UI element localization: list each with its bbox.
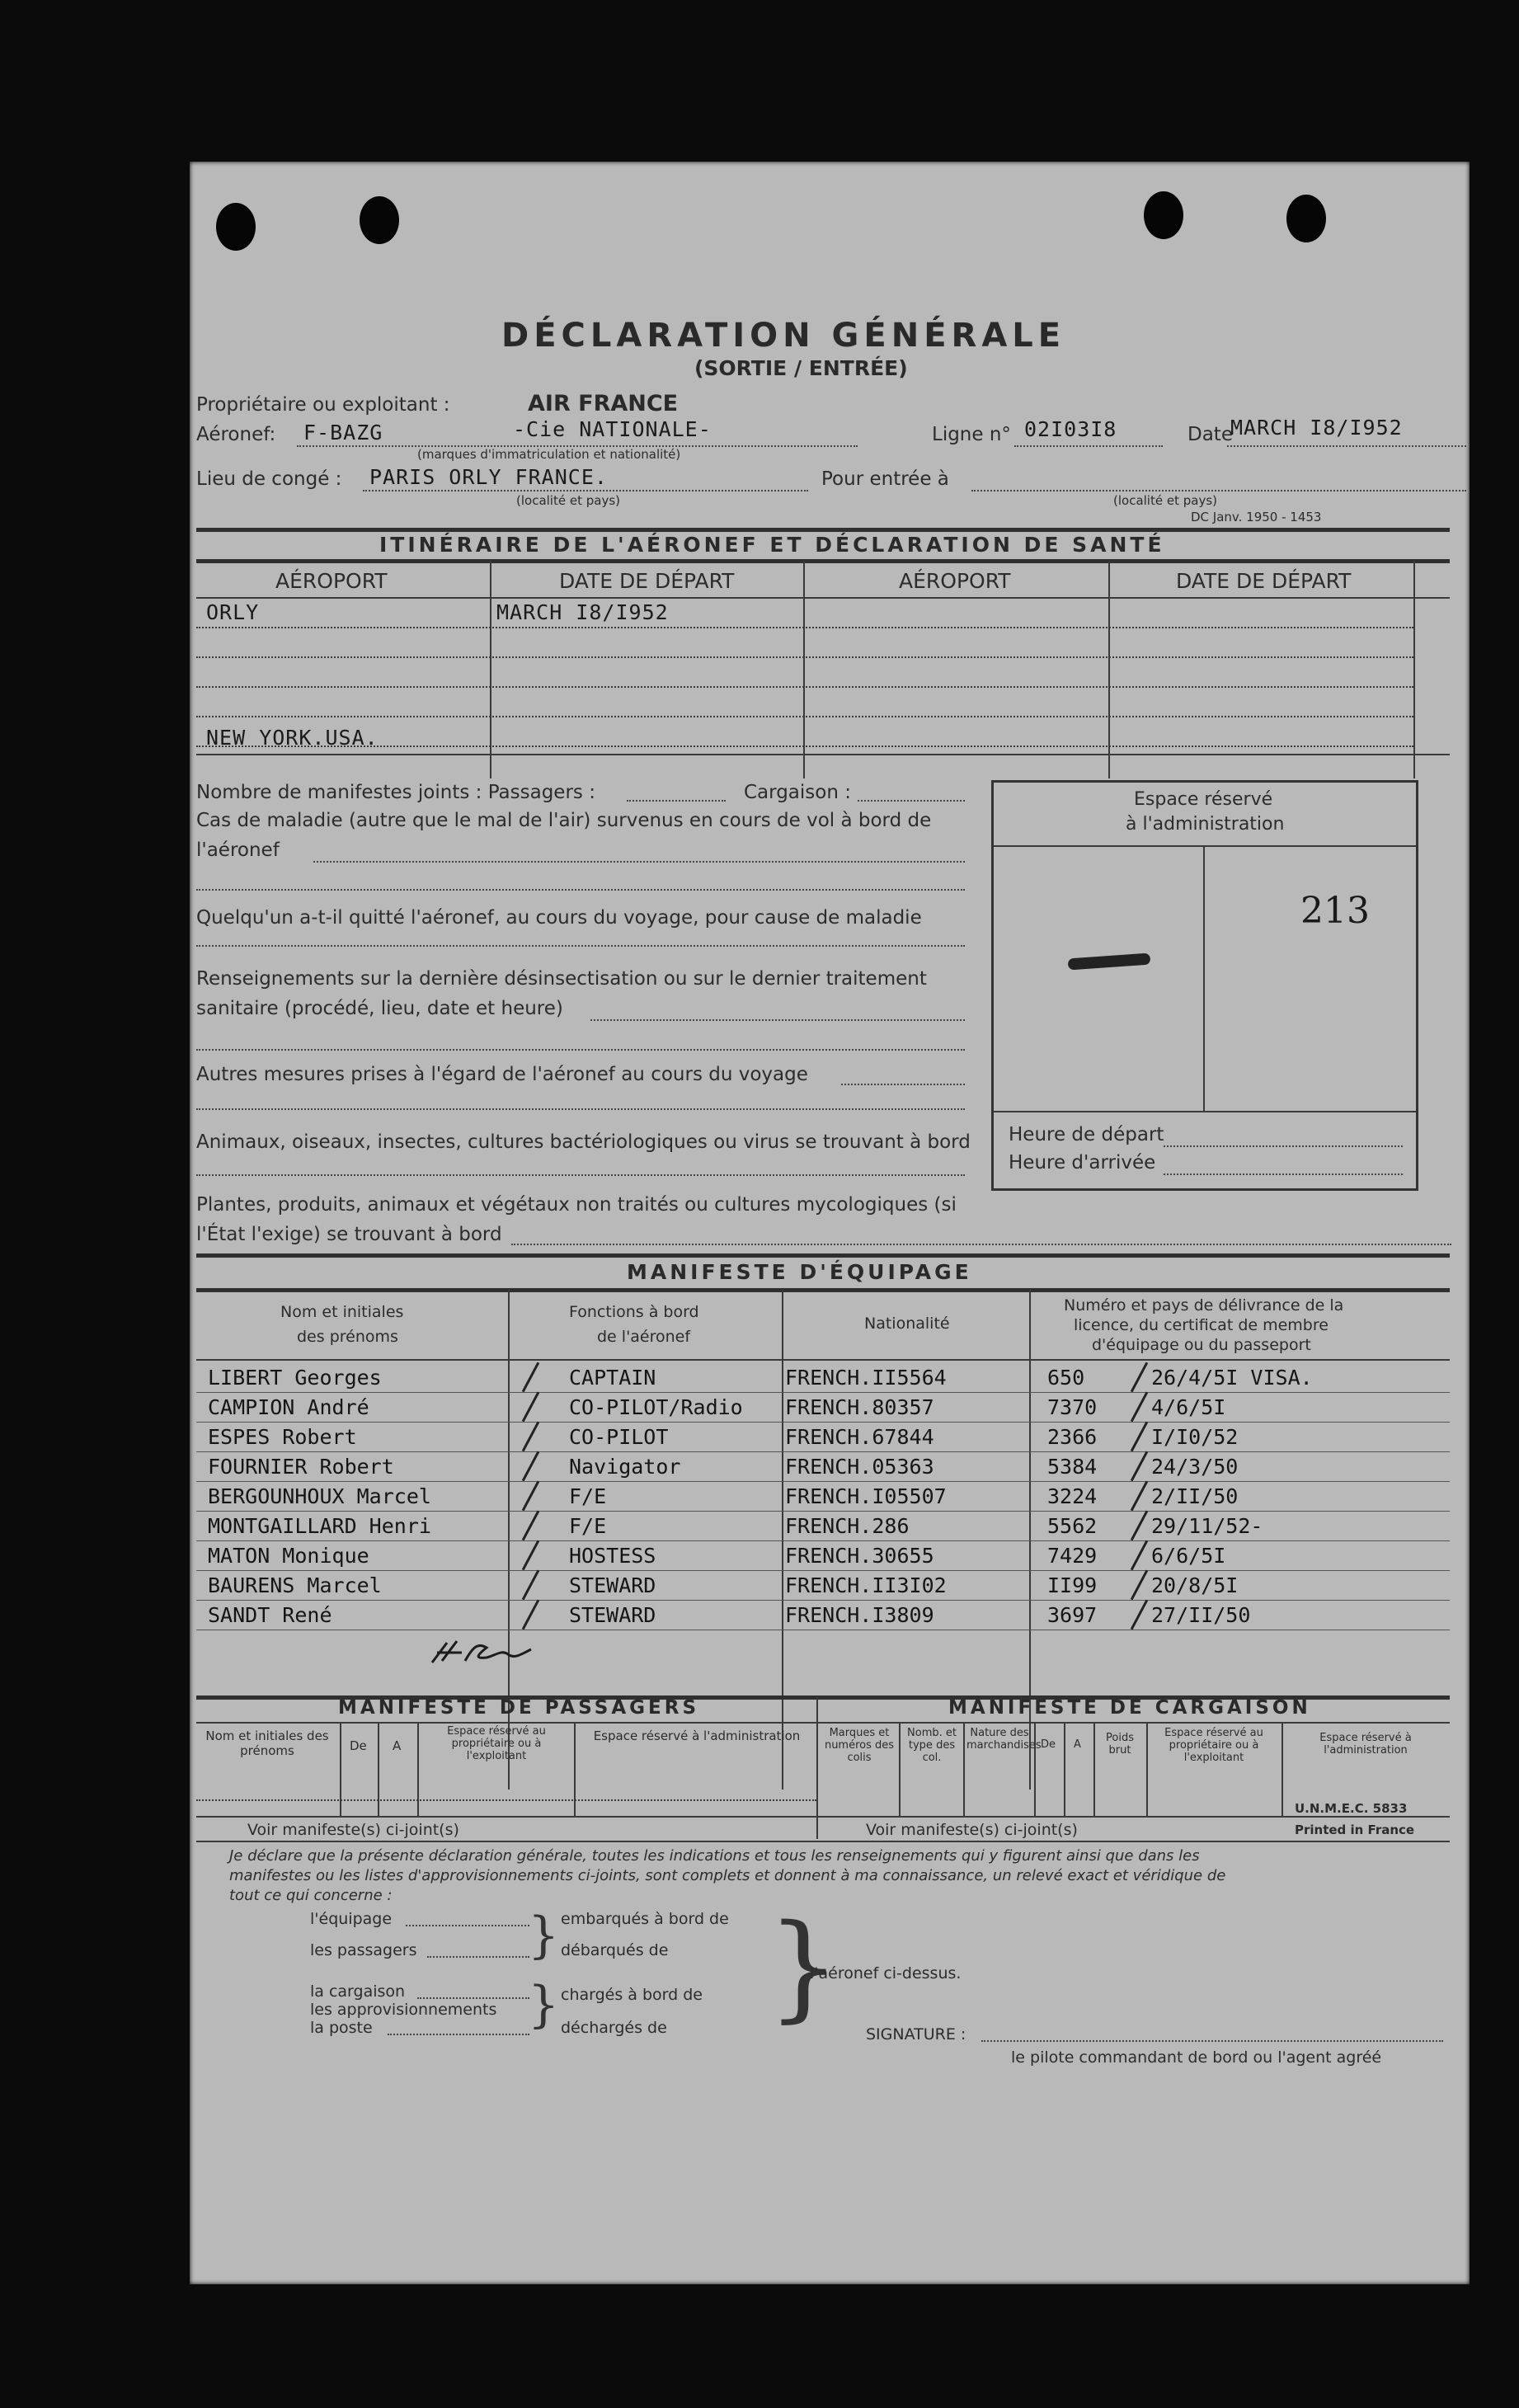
- cargo-header-marks: Marques et numéros des colis: [824, 1727, 895, 1764]
- crew-licence-date: 29/11/52-: [1151, 1514, 1263, 1538]
- crew-function: STEWARD: [569, 1573, 656, 1597]
- crew-name: MONTGAILLARD Henri: [208, 1514, 431, 1538]
- health-q1: Nombre de manifestes joints : Passagers :: [196, 782, 595, 803]
- declaration-text-3: tout ce qui concerne :: [229, 1887, 393, 1904]
- arrival-time-label: Heure d'arrivée: [1009, 1152, 1156, 1173]
- line-label: Ligne n°: [932, 424, 1011, 445]
- health-q4: Renseignements sur la dernière désinsectisation ou sur le dernier traitement: [196, 968, 927, 990]
- crew-licence-number: 2366: [1047, 1425, 1098, 1449]
- aircraft-company: -Cie NATIONALE-: [513, 417, 712, 441]
- crew-licence-number: II99: [1047, 1573, 1098, 1597]
- crew-name: BAURENS Marcel: [208, 1573, 382, 1597]
- departure-time-label: Heure de départ: [1009, 1124, 1164, 1145]
- health-q6: Animaux, oiseaux, insectes, cultures bactériologiques ou virus se trouvant à bord: [196, 1131, 971, 1153]
- declaration-embarked: embarqués à bord de: [561, 1910, 729, 1928]
- crew-row: [196, 1394, 1450, 1423]
- crew-name: LIBERT Georges: [208, 1366, 382, 1390]
- crew-licence-date: 4/6/5I: [1151, 1395, 1226, 1419]
- pen-stroke: [522, 1362, 539, 1393]
- pen-stroke: [1131, 1600, 1148, 1630]
- entry-locality-note: (localité et pays): [1113, 493, 1217, 508]
- pen-stroke: [1131, 1451, 1148, 1482]
- health-q7: Plantes, produits, animaux et végétaux non traités ou cultures mycologiques (si: [196, 1194, 957, 1216]
- pen-stroke: [1131, 1362, 1148, 1393]
- crew-licence-date: 27/II/50: [1151, 1603, 1251, 1627]
- crew-header-func-2: de l'aéronef: [597, 1328, 691, 1346]
- crew-licence-number: 650: [1047, 1366, 1085, 1390]
- pen-stroke: [522, 1540, 539, 1571]
- declaration-mail: la poste: [310, 2019, 373, 2037]
- crew-row: [196, 1572, 1450, 1601]
- health-q4b: sanitaire (procédé, lieu, date et heure): [196, 998, 563, 1019]
- crew-licence-number: 7370: [1047, 1395, 1098, 1419]
- crew-licence-number: 5384: [1047, 1455, 1098, 1479]
- punch-hole: [1144, 191, 1183, 239]
- form-reference: U.N.M.E.C. 5833: [1295, 1801, 1408, 1816]
- form-subtitle: (SORTIE / ENTRÉE): [694, 356, 908, 380]
- entry-label: Pour entrée à: [821, 468, 949, 490]
- health-q5: Autres mesures prises à l'égard de l'aéronef au cours du voyage: [196, 1064, 808, 1085]
- row-divider: [196, 1540, 1450, 1541]
- crew-header-licence-3: d'équipage ou du passeport: [1092, 1336, 1311, 1354]
- pen-stroke: [522, 1511, 539, 1541]
- health-q7b: l'État l'exige) se trouvant à bord: [196, 1224, 502, 1245]
- form-date: MARCH I8/I952: [1230, 416, 1403, 440]
- printed-in-france: Printed in France: [1295, 1822, 1415, 1837]
- departure-place: PARIS ORLY FRANCE.: [369, 465, 608, 489]
- crew-row: [196, 1512, 1450, 1542]
- itinerary-airport-newyork: NEW YORK.USA.: [206, 726, 379, 750]
- crew-nationality: FRENCH.286: [785, 1514, 910, 1538]
- itinerary-airport-orly: ORLY: [206, 600, 260, 624]
- declaration-unloaded: déchargés de: [561, 2019, 667, 2037]
- dc-note: DC Janv. 1950 - 1453: [1191, 510, 1322, 524]
- pen-stroke: [522, 1422, 539, 1452]
- crew-header-nationality: Nationalité: [864, 1315, 950, 1333]
- brace-left-2: }: [528, 1976, 560, 2034]
- punch-hole: [360, 196, 399, 244]
- declaration-aircraft: l'aéronef ci-dessus.: [810, 1964, 962, 1982]
- owner-label: Propriétaire ou exploitant :: [196, 394, 450, 416]
- crew-name: MATON Monique: [208, 1544, 369, 1568]
- pen-stroke: [1131, 1570, 1148, 1601]
- crew-function: CAPTAIN: [569, 1366, 656, 1390]
- cargo-header-owner: Espace réservé au propriétaire ou à l'exploitant: [1164, 1727, 1263, 1764]
- crew-licence-number: 7429: [1047, 1544, 1098, 1568]
- passenger-manifest-title: MANIFESTE DE PASSAGERS: [338, 1697, 700, 1719]
- crew-licence-number: 5562: [1047, 1514, 1098, 1538]
- itinerary-header-date-2: DATE DE DÉPART: [1176, 569, 1352, 593]
- crew-nationality: FRENCH.30655: [785, 1544, 934, 1568]
- cargo-header-to: A: [1074, 1738, 1081, 1751]
- crew-nationality: FRENCH.I3809: [785, 1603, 934, 1627]
- crew-licence-date: I/I0/52: [1151, 1425, 1239, 1449]
- crew-nationality: FRENCH.II5564: [785, 1366, 947, 1390]
- admin-box-title-2: à l'administration: [1126, 814, 1285, 835]
- cargo-header-admin: Espace réservé à l'administration: [1319, 1732, 1412, 1757]
- itinerary-title: ITINÉRAIRE DE L'AÉRONEF ET DÉCLARATION DE SANTÉ: [379, 533, 1165, 557]
- cargo-header-nature: Nature des marchandises: [966, 1727, 1042, 1752]
- health-q1-cargo: Cargaison :: [744, 782, 851, 803]
- ink-scribble: [1068, 953, 1151, 971]
- pen-stroke: [1131, 1511, 1148, 1541]
- crew-row: [196, 1542, 1450, 1572]
- crew-nationality: FRENCH.67844: [785, 1425, 934, 1449]
- crew-function: F/E: [569, 1484, 607, 1508]
- passenger-see-manifest: Voir manifeste(s) ci-joint(s): [247, 1821, 459, 1839]
- pen-stroke: [522, 1451, 539, 1482]
- itinerary-header-date-1: DATE DE DÉPART: [559, 569, 735, 593]
- aircraft-label: Aéronef:: [196, 424, 276, 445]
- declaration-supplies: les approvisionnements: [310, 2001, 497, 2019]
- pen-stroke: [1131, 1422, 1148, 1452]
- handwritten-initials: [429, 1638, 536, 1667]
- itinerary-header-airport-2: AÉROPORT: [899, 569, 1011, 593]
- pen-stroke: [522, 1570, 539, 1601]
- form-title: DÉCLARATION GÉNÉRALE: [501, 317, 1066, 355]
- crew-licence-date: 26/4/5I VISA.: [1151, 1366, 1313, 1390]
- crew-header-name-2: des prénoms: [297, 1328, 398, 1346]
- crew-header-name-1: Nom et initiales: [280, 1303, 404, 1321]
- declaration-form: [190, 162, 1470, 2284]
- crew-function: STEWARD: [569, 1603, 656, 1627]
- pen-stroke: [522, 1481, 539, 1512]
- crew-nationality: FRENCH.II3I02: [785, 1573, 947, 1597]
- locality-note: (localité et pays): [516, 493, 620, 508]
- declaration-cargo: la cargaison: [310, 1982, 406, 2001]
- admin-box-title-1: Espace réservé: [1134, 789, 1273, 810]
- passenger-header-to: A: [393, 1738, 402, 1753]
- crew-nationality: FRENCH.I05507: [785, 1484, 947, 1508]
- departure-place-label: Lieu de congé :: [196, 468, 342, 490]
- brace-right: }: [767, 1900, 841, 2034]
- pen-stroke: [1131, 1540, 1148, 1571]
- row-divider: [196, 1481, 1450, 1482]
- crew-name: FOURNIER Robert: [208, 1455, 394, 1479]
- cargo-header-weight: Poids brut: [1106, 1732, 1134, 1757]
- health-q2: Cas de maladie (autre que le mal de l'air) survenus en cours de vol à bord de: [196, 810, 932, 831]
- signature-line: [981, 2040, 1443, 2042]
- signature-label: SIGNATURE :: [866, 2025, 966, 2044]
- itinerary-header-airport-1: AÉROPORT: [275, 569, 388, 593]
- crew-licence-number: 3697: [1047, 1603, 1098, 1627]
- passenger-header-from: De: [350, 1738, 367, 1753]
- crew-licence-date: 20/8/5I: [1151, 1573, 1239, 1597]
- row-divider: [196, 1392, 1450, 1393]
- signatory-caption: le pilote commandant de bord ou l'agent agréé: [1011, 2048, 1382, 2067]
- crew-header-func-1: Fonctions à bord: [569, 1303, 699, 1321]
- cargo-manifest-title: MANIFESTE DE CARGAISON: [948, 1697, 1311, 1719]
- crew-licence-number: 3224: [1047, 1484, 1098, 1508]
- row-divider: [196, 1422, 1450, 1423]
- crew-function: CO-PILOT: [569, 1425, 669, 1449]
- declaration-text-2: manifestes ou les listes d'approvisionnements ci-joints, sont complets et donnent à ma connaissance, un relevé exact et véridique de: [229, 1867, 1226, 1884]
- admin-reserved-box: [991, 780, 1418, 1191]
- pen-stroke: [522, 1600, 539, 1630]
- cargo-see-manifest: Voir manifeste(s) ci-joint(s): [866, 1821, 1078, 1839]
- health-q3: Quelqu'un a-t-il quitté l'aéronef, au cours du voyage, pour cause de maladie: [196, 907, 922, 929]
- crew-header-licence-2: licence, du certificat de membre: [1074, 1316, 1329, 1334]
- crew-name: BERGOUNHOUX Marcel: [208, 1484, 431, 1508]
- declaration-passengers: les passagers: [310, 1941, 417, 1959]
- cargo-header-from: De: [1041, 1738, 1056, 1751]
- declaration-text-1: Je déclare que la présente déclaration générale, toutes les indications et tous les renseignements qui y figurent ainsi que dans les: [229, 1847, 1200, 1865]
- crew-licence-date: 24/3/50: [1151, 1455, 1239, 1479]
- declaration-disembarked: débarqués de: [561, 1941, 669, 1959]
- crew-name: ESPES Robert: [208, 1425, 357, 1449]
- crew-licence-date: 6/6/5I: [1151, 1544, 1226, 1568]
- crew-function: F/E: [569, 1514, 607, 1538]
- pen-stroke: [1131, 1481, 1148, 1512]
- crew-function: Navigator: [569, 1455, 681, 1479]
- row-divider: [196, 1570, 1450, 1571]
- row-divider: [196, 1511, 1450, 1512]
- line-number: 02I03I8: [1024, 417, 1117, 441]
- crew-function: HOSTESS: [569, 1544, 656, 1568]
- crew-row: [196, 1601, 1450, 1631]
- row-divider: [196, 1451, 1450, 1452]
- crew-name: SANDT René: [208, 1603, 332, 1627]
- row-divider: [196, 1600, 1450, 1601]
- crew-manifest-title: MANIFESTE D'ÉQUIPAGE: [627, 1260, 972, 1284]
- crew-nationality: FRENCH.05363: [785, 1455, 934, 1479]
- crew-function: CO-PILOT/Radio: [569, 1395, 743, 1419]
- crew-name: CAMPION André: [208, 1395, 369, 1419]
- owner-value: AIR FRANCE: [528, 391, 679, 416]
- passenger-header-admin: Espace réservé à l'administration: [593, 1728, 801, 1743]
- crew-header-licence-1: Numéro et pays de délivrance de la: [1064, 1296, 1344, 1315]
- passenger-header-owner: Espace réservé au propriétaire ou à l'exploitant: [447, 1725, 546, 1762]
- date-label: Date: [1187, 424, 1233, 445]
- cargo-header-count: Nomb. et type des col.: [907, 1727, 957, 1764]
- crew-row: [196, 1453, 1450, 1483]
- passenger-header-name: Nom et initiales des prénoms: [205, 1728, 329, 1758]
- declaration-crew: l'équipage: [310, 1910, 393, 1928]
- crew-licence-date: 2/II/50: [1151, 1484, 1239, 1508]
- crew-row: [196, 1483, 1450, 1512]
- pen-stroke: [1131, 1392, 1148, 1423]
- aircraft-note: (marques d'immatriculation et nationalité): [417, 447, 681, 462]
- punch-hole: [216, 203, 256, 251]
- crew-nationality: FRENCH.80357: [785, 1395, 934, 1419]
- admin-box-number: 213: [1300, 890, 1370, 932]
- punch-hole: [1286, 195, 1326, 242]
- crew-row: [196, 1364, 1450, 1394]
- brace-left: }: [528, 1907, 560, 1964]
- declaration-loaded: chargés à bord de: [561, 1986, 703, 2004]
- health-q2b: l'aéronef: [196, 840, 280, 861]
- crew-row: [196, 1423, 1450, 1453]
- aircraft-registration: F-BAZG: [303, 421, 383, 444]
- itinerary-date-1: MARCH I8/I952: [496, 600, 669, 624]
- pen-stroke: [522, 1392, 539, 1423]
